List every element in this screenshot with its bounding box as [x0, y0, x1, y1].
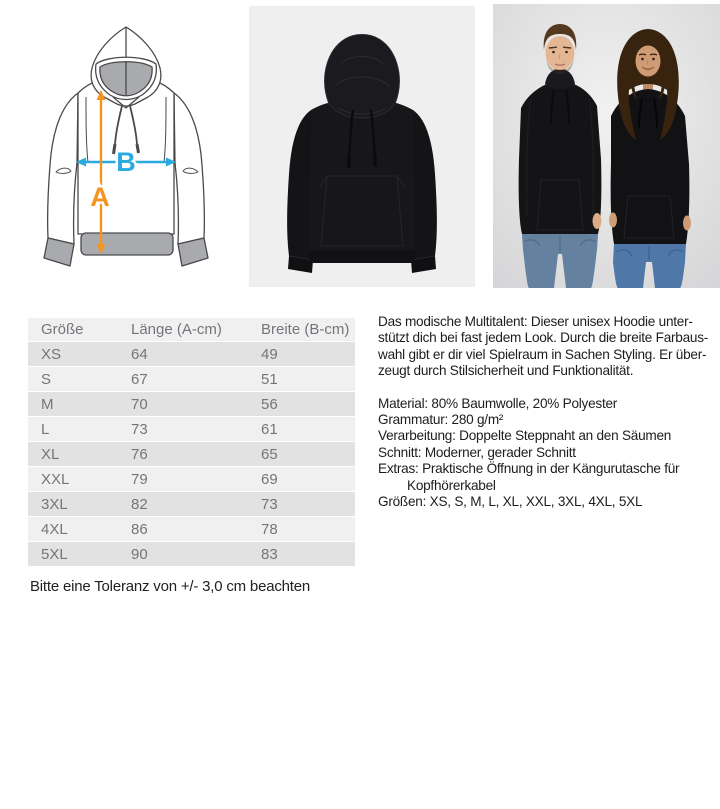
size-table [28, 318, 355, 567]
table-row: 4XL 86 78 [28, 517, 355, 541]
hood [325, 35, 400, 119]
hoodie-line-drawing [28, 13, 226, 301]
product-photo [249, 6, 475, 287]
label-a: A [90, 182, 110, 212]
table-row: S 67 51 [28, 367, 355, 391]
spec-grammatur: Grammatur: 280 g/m² [378, 412, 504, 428]
waistband [81, 233, 173, 255]
col-header-width: Breite (B-cm) [261, 321, 350, 338]
kangaroo-pocket [321, 176, 403, 246]
description-paragraph: Das modische Multitalent: Dieser unisex Hoodie unter- stützt dich bei fast jedem Look. Durch die breite Farbaus- wahl gibt er dir viel Spielraum in Sachen Styling. Er über- zeugt durch Stilsicherheit und Funktionalität. [378, 314, 709, 379]
table-row: XXL 79 69 [28, 467, 355, 491]
hem-band [309, 250, 415, 263]
table-row: 5XL 90 83 [28, 542, 355, 566]
man-hand [593, 213, 602, 229]
table-row: 3XL 82 73 [28, 492, 355, 516]
size-diagram-image [28, 13, 226, 301]
size-table-header [28, 318, 355, 341]
table-row: XS 64 49 [28, 342, 355, 366]
spec-schnitt: Schnitt: Moderner, gerader Schnitt [378, 444, 576, 460]
spec-extras-wrap: Kopfhörerkabel [407, 477, 496, 493]
col-header-length: Länge (A-cm) [131, 321, 222, 338]
spec-verarbeitung: Verarbeitung: Doppelte Steppnaht an den Säumen [378, 428, 672, 444]
table-row: L 73 61 [28, 417, 355, 441]
woman-hand-left [609, 213, 617, 228]
col-header-size: Größe [41, 321, 84, 338]
product-description [378, 314, 720, 510]
models-photo [493, 4, 720, 288]
spec-extras: Extras: Praktische Öffnung in der Kängurutasche für [378, 461, 680, 477]
spec-material: Material: 80% Baumwolle, 20% Polyester [378, 395, 618, 411]
label-b: B [116, 147, 136, 177]
table-row: XL 76 65 [28, 442, 355, 466]
tolerance-note: Bitte eine Toleranz von +/- 3,0 cm beachten [30, 578, 311, 595]
models-illustration [493, 4, 720, 288]
description-specs [378, 396, 720, 511]
spec-groessen: Größen: XS, S, M, L, XL, XXL, 3XL, 4XL, 5XL [378, 494, 643, 510]
table-row: M 70 56 [28, 392, 355, 416]
woman-hand-right [683, 216, 691, 231]
man-hoodie [519, 81, 602, 234]
black-hoodie-illustration [249, 6, 475, 287]
